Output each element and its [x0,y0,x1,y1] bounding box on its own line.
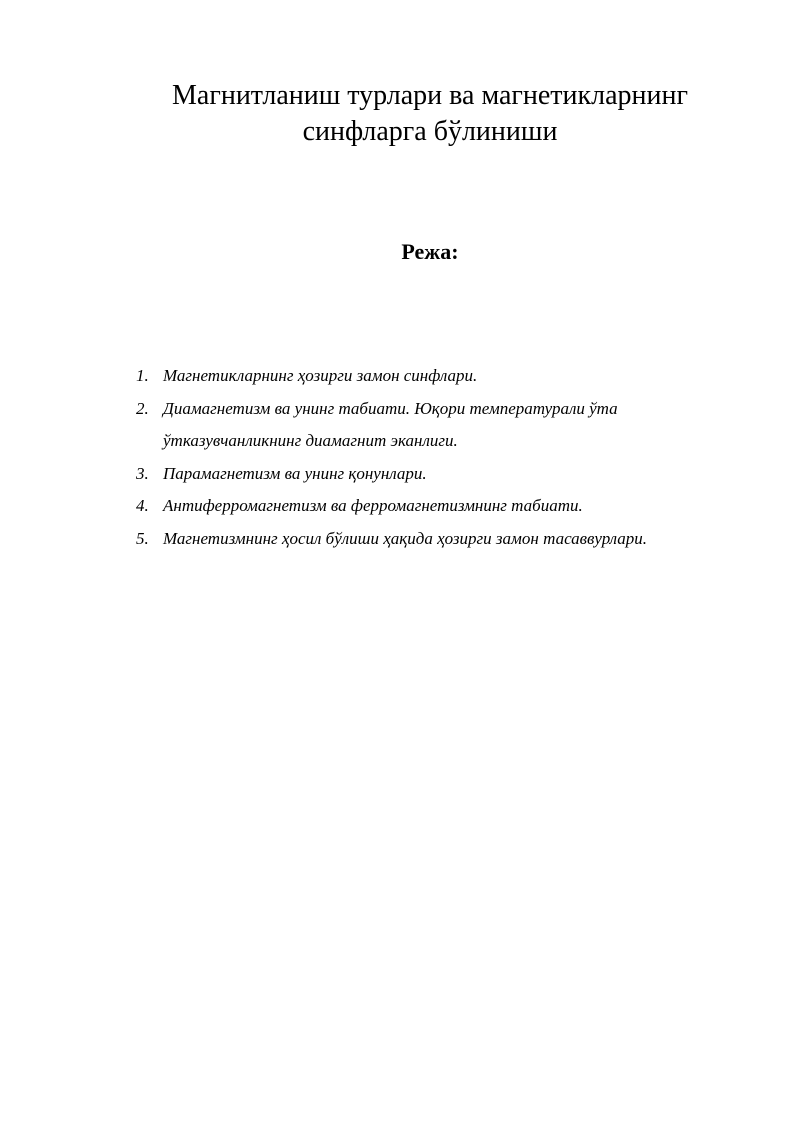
outline-item-2 [136,393,756,458]
outline-item-text: Магнетикларнинг ҳозирги замон синфлари. [163,366,478,385]
outline-item-4 [136,490,756,523]
document-title-line-1: Магнитланиш турлари ва магнетикларнинг [172,80,688,111]
outline-item-text: Диамагнетизм ва унинг табиати. Юқори температурали ўта ўтказувчанликнинг диамагнит эканлиги. [163,398,618,450]
plan-heading: Режа: [401,239,459,264]
document-title-line-2: синфларга бўлиниши [302,116,558,147]
outline-item-1 [136,360,756,393]
outline-item-text: Антиферромагнетизм ва ферромагнетизмнинг табиати. [163,496,583,515]
outline-item-text: Магнетизмнинг ҳосил бўлиши ҳақида ҳозирги замон тасаввурлари. [163,528,647,548]
outline-item-number: 2. [136,398,149,418]
outline-item-3 [136,458,756,491]
outline-item-number: 3. [136,463,149,483]
outline-item-number: 5. [136,528,149,548]
outline-item-5 [136,523,756,556]
outline-item-number: 1. [136,366,149,385]
document-title [100,78,760,150]
outline-item-number: 4. [136,496,149,515]
plan-outline-list [136,360,756,555]
outline-item-text: Парамагнетизм ва унинг қонунлари. [163,463,427,483]
